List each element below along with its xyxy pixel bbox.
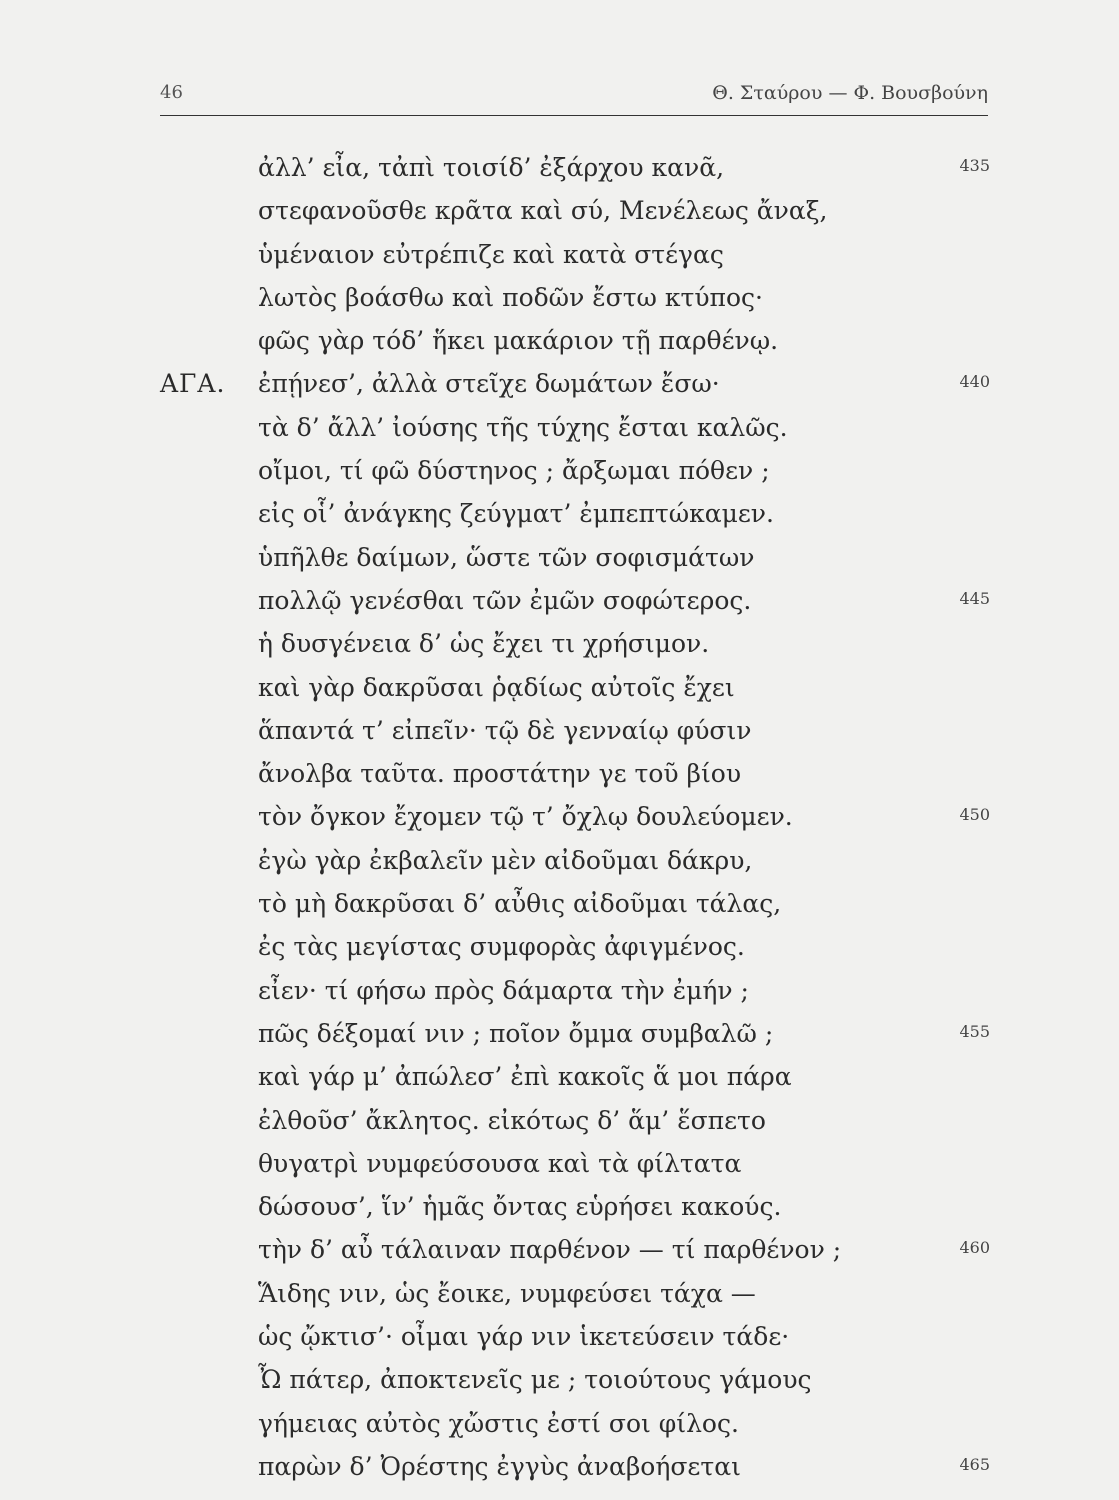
- speaker-label: ΑΓΑ.: [160, 369, 226, 399]
- verse-line: [160, 1362, 990, 1405]
- verse-text: τὸ μὴ δακρῦσαι δ’ αὖθις αἰδοῦμαι τάλας,: [258, 889, 782, 919]
- running-head: Θ. Σταύρου — Φ. Βουσβούνη: [712, 82, 988, 104]
- verse-line: [160, 1449, 990, 1492]
- verse-text: πῶς δέξομαί νιν ; ποῖον ὄμμα συμβαλῶ ;: [258, 1018, 774, 1048]
- verse-line: [160, 670, 990, 713]
- verse-text: παρὼν δ’ Ὀρέστης ἐγγὺς ἀναβοήσεται: [258, 1451, 741, 1481]
- verse-text: ἐλθοῦσ’ ἄκλητος. εἰκότως δ’ ἅμ’ ἕσπετο: [258, 1105, 766, 1135]
- verse-text: Ἅιδης νιν, ὡς ἔοικε, νυμφεύσει τάχα —: [258, 1278, 756, 1308]
- verse-text: ἀλλ’ εἶα, τἀπὶ τοισίδ’ ἐξάρχου κανᾶ,: [258, 153, 725, 182]
- verse-text: ἅπαντά τ’ εἰπεῖν· τῷ δὲ γενναίῳ φύσιν: [258, 715, 752, 745]
- verse-text: οἴμοι, τί φῶ δύστηνος ; ἄρξωμαι πόθεν ;: [258, 456, 770, 486]
- verse-line: [160, 453, 990, 496]
- verse-line: [160, 886, 990, 929]
- verse-text: ἡ δυσγένεια δ’ ὡς ἔχει τι χρήσιμον.: [258, 629, 710, 659]
- verse-text: καὶ γάρ μ’ ἀπώλεσ’ ἐπὶ κακοῖς ἅ μοι πάρα: [258, 1062, 792, 1092]
- verse-text: γήμειας αὐτὸς χὤστις ἐστί σοι φίλος.: [258, 1408, 739, 1438]
- verse-text: πολλῷ γενέσθαι τῶν ἐμῶν σοφώτερος.: [258, 585, 752, 615]
- verse-text: τὸν ὄγκον ἔχομεν τῷ τ’ ὄχλῳ δουλεύομεν.: [258, 802, 793, 832]
- verse-line: [160, 713, 990, 756]
- verse-text: ὑμέναιον εὐτρέπιζε καὶ κατὰ στέγας: [258, 239, 724, 269]
- verse-text: εἰς οἷ’ ἀνάγκης ζεύγματ’ ἐμπεπτώκαμεν.: [258, 499, 774, 529]
- verse-text: ἐγὼ γὰρ ἐκβαλεῖν μὲν αἰδοῦμαι δάκρυ,: [258, 845, 753, 875]
- verse-text: ἄνολβα ταῦτα. προστάτην γε τοῦ βίου: [258, 759, 742, 789]
- verse-text: λωτὸς βοάσθω καὶ ποδῶν ἔστω κτύπος·: [258, 282, 763, 312]
- verse-line: [160, 1319, 990, 1362]
- line-number: 445: [959, 588, 990, 608]
- verse-text: θυγατρὶ νυμφεύσουσα καὶ τὰ φίλτατα: [258, 1148, 742, 1178]
- verse-text: φῶς γὰρ τόδ’ ἥκει μακάριον τῇ παρθένῳ.: [258, 326, 779, 356]
- line-number: 440: [959, 372, 990, 392]
- verse-line: [160, 540, 990, 583]
- verse-line: [160, 1406, 990, 1449]
- verse-line: [160, 366, 990, 409]
- verse-text: ὡς ᾤκτισ’· οἶμαι γάρ νιν ἱκετεύσειν τάδε·: [258, 1322, 790, 1352]
- header-rule: [160, 115, 988, 116]
- verse-line: [160, 323, 990, 366]
- page-number: 46: [160, 82, 183, 103]
- line-number: 450: [959, 805, 990, 825]
- line-number: 460: [959, 1238, 990, 1258]
- verse-block: [160, 150, 990, 1492]
- verse-text: ἐπῄνεσ’, ἀλλὰ στεῖχε δωμάτων ἔσω·: [258, 369, 720, 399]
- verse-text: ὑπῆλθε δαίμων, ὥστε τῶν σοφισμάτων: [258, 542, 755, 572]
- verse-line: [160, 496, 990, 539]
- verse-line: [160, 1189, 990, 1232]
- verse-line: [160, 929, 990, 972]
- verse-line: [160, 1059, 990, 1102]
- verse-line: [160, 1103, 990, 1146]
- line-number: 465: [959, 1454, 990, 1474]
- verse-line: [160, 1146, 990, 1189]
- verse-line: [160, 756, 990, 799]
- verse-line: [160, 626, 990, 669]
- verse-text: στεφανοῦσθε κρᾶτα καὶ σύ, Μενέλεως ἄναξ,: [258, 196, 828, 226]
- verse-text: καὶ γὰρ δακρῦσαι ῥᾳδίως αὐτοῖς ἔχει: [258, 672, 735, 702]
- verse-line: [160, 237, 990, 280]
- verse-line: [160, 843, 990, 886]
- verse-text: δώσουσ’, ἵν’ ἡμᾶς ὄντας εὑρήσει κακούς.: [258, 1192, 782, 1222]
- verse-line: [160, 1232, 990, 1275]
- page-header: [160, 82, 988, 110]
- verse-line: [160, 280, 990, 323]
- verse-text: τὴν δ’ αὖ τάλαιναν παρθένον — τί παρθένον ;: [258, 1235, 842, 1265]
- verse-text: εἶεν· τί φήσω πρὸς δάμαρτα τὴν ἐμήν ;: [258, 975, 749, 1005]
- verse-line: [160, 193, 990, 236]
- verse-line: [160, 799, 990, 842]
- verse-line: [160, 1276, 990, 1319]
- verse-line: [160, 410, 990, 453]
- verse-line: [160, 973, 990, 1016]
- line-number: 455: [959, 1021, 990, 1041]
- verse-line: [160, 1016, 990, 1059]
- verse-line: [160, 150, 990, 193]
- verse-text: ἐς τὰς μεγίστας συμφορὰς ἀφιγμένος.: [258, 932, 745, 962]
- verse-text: Ὦ πάτερ, ἀποκτενεῖς με ; τοιούτους γάμους: [258, 1365, 812, 1395]
- verse-line: [160, 583, 990, 626]
- line-number: 435: [959, 156, 990, 175]
- verse-text: τὰ δ’ ἄλλ’ ἰούσης τῆς τύχης ἔσται καλῶς.: [258, 412, 788, 442]
